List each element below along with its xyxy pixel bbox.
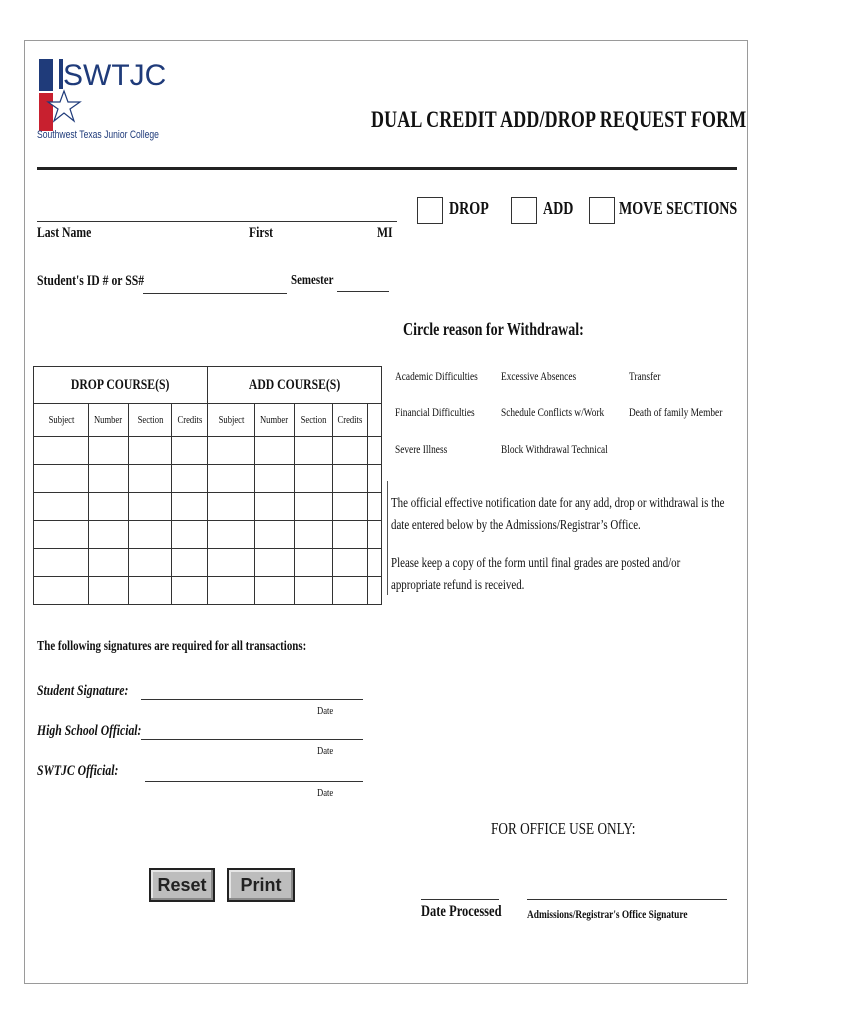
office-use-heading: FOR OFFICE USE ONLY: xyxy=(491,819,636,838)
column-header: Section xyxy=(129,404,172,437)
semester-label: Semester xyxy=(291,273,334,288)
swtjc-signature-input[interactable] xyxy=(145,781,363,782)
table-cell[interactable] xyxy=(333,465,368,493)
add-checkbox-label: ADD xyxy=(543,198,574,218)
student-signature-input[interactable] xyxy=(141,699,363,700)
high-school-date-label: Date xyxy=(317,745,334,757)
table-cell[interactable] xyxy=(129,521,172,549)
table-cell[interactable] xyxy=(129,493,172,521)
table-cell[interactable] xyxy=(34,493,89,521)
title-divider xyxy=(37,167,737,170)
table-cell[interactable] xyxy=(208,465,255,493)
texas-star-icon xyxy=(37,55,167,137)
add-courses-header: ADD COURSE(S) xyxy=(208,367,382,404)
print-button[interactable]: Print xyxy=(227,868,295,902)
column-header: Subject xyxy=(34,404,89,437)
semester-input[interactable] xyxy=(337,291,389,292)
reason-schedule[interactable]: Schedule Conflicts w/Work xyxy=(501,405,605,419)
table-cell[interactable] xyxy=(208,521,255,549)
student-signature-date-label: Date xyxy=(317,705,334,717)
table-cell[interactable] xyxy=(255,577,295,605)
student-id-label: Student's ID # or SS# xyxy=(37,273,145,289)
column-header: Credits xyxy=(333,404,368,437)
table-cell[interactable] xyxy=(89,493,129,521)
registrar-signature-label: Admissions/Registrar's Office Signature xyxy=(527,907,688,921)
table-cell[interactable] xyxy=(295,465,333,493)
table-row xyxy=(34,437,382,465)
drop-courses-header: DROP COURSE(S) xyxy=(34,367,208,404)
reason-financial[interactable]: Financial Difficulties xyxy=(395,405,475,419)
date-processed-input[interactable] xyxy=(421,899,499,900)
table-cell[interactable] xyxy=(172,493,208,521)
table-cell[interactable] xyxy=(333,437,368,465)
reset-button[interactable]: Reset xyxy=(149,868,215,902)
signatures-heading: The following signatures are required for all transactions: xyxy=(37,639,307,654)
logo-subtitle: Southwest Texas Junior College xyxy=(37,129,159,141)
table-cell[interactable] xyxy=(172,437,208,465)
table-cell[interactable] xyxy=(172,521,208,549)
table-cell[interactable] xyxy=(295,577,333,605)
table-cell[interactable] xyxy=(172,465,208,493)
table-cell[interactable] xyxy=(129,465,172,493)
add-checkbox[interactable] xyxy=(511,197,537,224)
reason-illness[interactable]: Severe Illness xyxy=(395,442,448,456)
table-cell[interactable] xyxy=(333,493,368,521)
table-cell[interactable] xyxy=(129,549,172,577)
name-input-line[interactable] xyxy=(37,221,397,222)
table-cell[interactable] xyxy=(333,549,368,577)
registrar-signature-input[interactable] xyxy=(527,899,727,900)
table-cell[interactable] xyxy=(333,577,368,605)
column-header: Section xyxy=(295,404,333,437)
column-header: Number xyxy=(255,404,295,437)
student-signature-label: Student Signature: xyxy=(37,683,129,699)
logo-text: SWTJC xyxy=(63,59,167,92)
drop-checkbox-label: DROP xyxy=(449,198,489,218)
table-cell[interactable] xyxy=(34,577,89,605)
table-cell[interactable] xyxy=(333,521,368,549)
table-cell[interactable] xyxy=(208,437,255,465)
table-cell[interactable] xyxy=(89,465,129,493)
table-cell[interactable] xyxy=(295,521,333,549)
first-name-label: First xyxy=(249,225,274,241)
table-cell[interactable] xyxy=(89,577,129,605)
reason-academic[interactable]: Academic Difficulties xyxy=(395,369,478,383)
table-cell[interactable] xyxy=(172,577,208,605)
reason-block-withdrawal[interactable]: Block Withdrawal Technical xyxy=(501,442,608,456)
table-cell[interactable] xyxy=(208,577,255,605)
high-school-official-label: High School Official: xyxy=(37,723,142,739)
move-sections-checkbox-label: MOVE SECTIONS xyxy=(619,198,738,218)
column-header: Number xyxy=(89,404,129,437)
table-cell[interactable] xyxy=(255,549,295,577)
swtjc-date-label: Date xyxy=(317,787,334,799)
swtjc-official-label: SWTJC Official: xyxy=(37,763,119,779)
table-cell[interactable] xyxy=(172,549,208,577)
table-cell[interactable] xyxy=(129,437,172,465)
table-cell[interactable] xyxy=(295,549,333,577)
column-header: Credits xyxy=(172,404,208,437)
reason-transfer[interactable]: Transfer xyxy=(629,369,661,383)
table-cell[interactable] xyxy=(255,493,295,521)
notice-divider xyxy=(387,481,388,595)
table-cell[interactable] xyxy=(89,437,129,465)
table-cell[interactable] xyxy=(255,521,295,549)
move-sections-checkbox[interactable] xyxy=(589,197,615,224)
table-row xyxy=(34,549,382,577)
table-cell[interactable] xyxy=(34,437,89,465)
table-cell[interactable] xyxy=(129,577,172,605)
table-cell[interactable] xyxy=(34,521,89,549)
table-cell[interactable] xyxy=(255,437,295,465)
table-cell[interactable] xyxy=(34,465,89,493)
withdrawal-heading: Circle reason for Withdrawal: xyxy=(403,319,584,339)
table-cell[interactable] xyxy=(255,465,295,493)
table-row xyxy=(34,465,382,493)
course-table xyxy=(33,366,382,605)
table-row xyxy=(34,577,382,605)
student-id-input[interactable] xyxy=(143,293,287,294)
column-header: Subject xyxy=(208,404,255,437)
middle-initial-label: MI xyxy=(377,225,393,241)
high-school-signature-input[interactable] xyxy=(141,739,363,740)
table-cell[interactable] xyxy=(208,549,255,577)
form-page xyxy=(24,40,748,984)
table-cell[interactable] xyxy=(295,437,333,465)
form-title: DUAL CREDIT ADD/DROP REQUEST FORM xyxy=(371,107,747,132)
notice-effective-date: The official effective notification date for any add, drop or withdrawal is the date entered below by the Admissions/Registrar’s Office. xyxy=(391,496,725,533)
date-processed-label: Date Processed xyxy=(421,903,502,920)
table-row xyxy=(34,493,382,521)
table-cell[interactable] xyxy=(89,521,129,549)
table-cell[interactable] xyxy=(89,549,129,577)
table-cell[interactable] xyxy=(295,493,333,521)
table-row xyxy=(34,521,382,549)
reason-absences[interactable]: Excessive Absences xyxy=(501,369,577,383)
drop-checkbox[interactable] xyxy=(417,197,443,224)
table-cell[interactable] xyxy=(208,493,255,521)
notice-keep-copy: Please keep a copy of the form until final grades are posted and/or appropriate refund is received. xyxy=(391,556,681,593)
table-cell[interactable] xyxy=(34,549,89,577)
reason-death[interactable]: Death of family Member xyxy=(629,405,723,419)
last-name-label: Last Name xyxy=(37,225,92,241)
